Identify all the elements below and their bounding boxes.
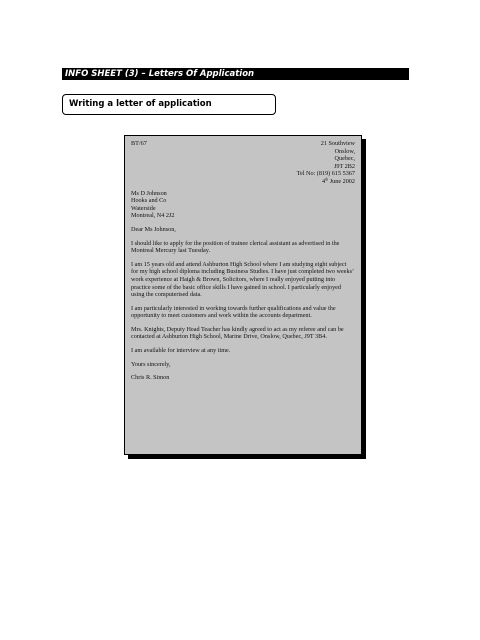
letter-reference: BT/67 xyxy=(131,140,147,147)
signature: Chris R. Simon xyxy=(131,374,170,382)
info-sheet-title: INFO SHEET (3) – Letters Of Application xyxy=(65,69,255,79)
recipient-address-line: Montreal, N4 2J2 xyxy=(131,212,175,220)
salutation: Dear Ms Johnson, xyxy=(131,225,176,233)
sender-address-line: 21 Southview xyxy=(320,140,355,147)
letter-paragraph: I am available for interview at any time. xyxy=(131,347,231,355)
letter-date: 4th June 2002 xyxy=(321,176,355,185)
letter-paragraph: I am particularly interested in working towards further qualifications and value the opportunity to meet customers and work within the accounts department. xyxy=(131,304,336,320)
info-sheet-header xyxy=(62,68,409,80)
sender-phone: Tel No: (819) 615 5367 xyxy=(296,170,355,178)
section-heading: Writing a letter of application xyxy=(69,99,212,109)
recipient-address xyxy=(131,190,355,220)
sender-address-line: Onslow, xyxy=(334,147,355,155)
letter-paragraph: I am 15 years old and attend Ashburton High School where I am studying eight subject for my high school diploma including Business Studies. I have just completed two weeks’ work experience at Haigh & Brown, Solicitors, where I really enjoyed putting into practice some of the basic office skills I have gained in school. I particularly enjoyed using the computerised data. xyxy=(131,260,354,299)
recipient-address-line: Waterside xyxy=(131,204,156,212)
closing: Yours sincerely, xyxy=(131,360,171,368)
sample-letter xyxy=(124,135,362,455)
sender-address xyxy=(131,140,355,186)
recipient-address-line: Ms D Johnson xyxy=(131,189,167,197)
sender-address-line: J9T 2B2 xyxy=(333,162,355,170)
recipient-address-line: Hooks and Co xyxy=(131,197,167,205)
sender-address-line: Quebec, xyxy=(334,155,355,163)
section-heading-box xyxy=(62,94,276,115)
letter-paragraph: I should like to apply for the position of trainee clerical assistant as advertised in the Montreal Mercury last Tuesday. xyxy=(131,239,340,255)
letter-paragraph: Mrs. Knights, Deputy Head Teacher has kindly agreed to act as my referee and can be contacted at Ashburton High School, Marine Drive, Onslow, Quebec, J9T 3B4. xyxy=(131,325,344,341)
